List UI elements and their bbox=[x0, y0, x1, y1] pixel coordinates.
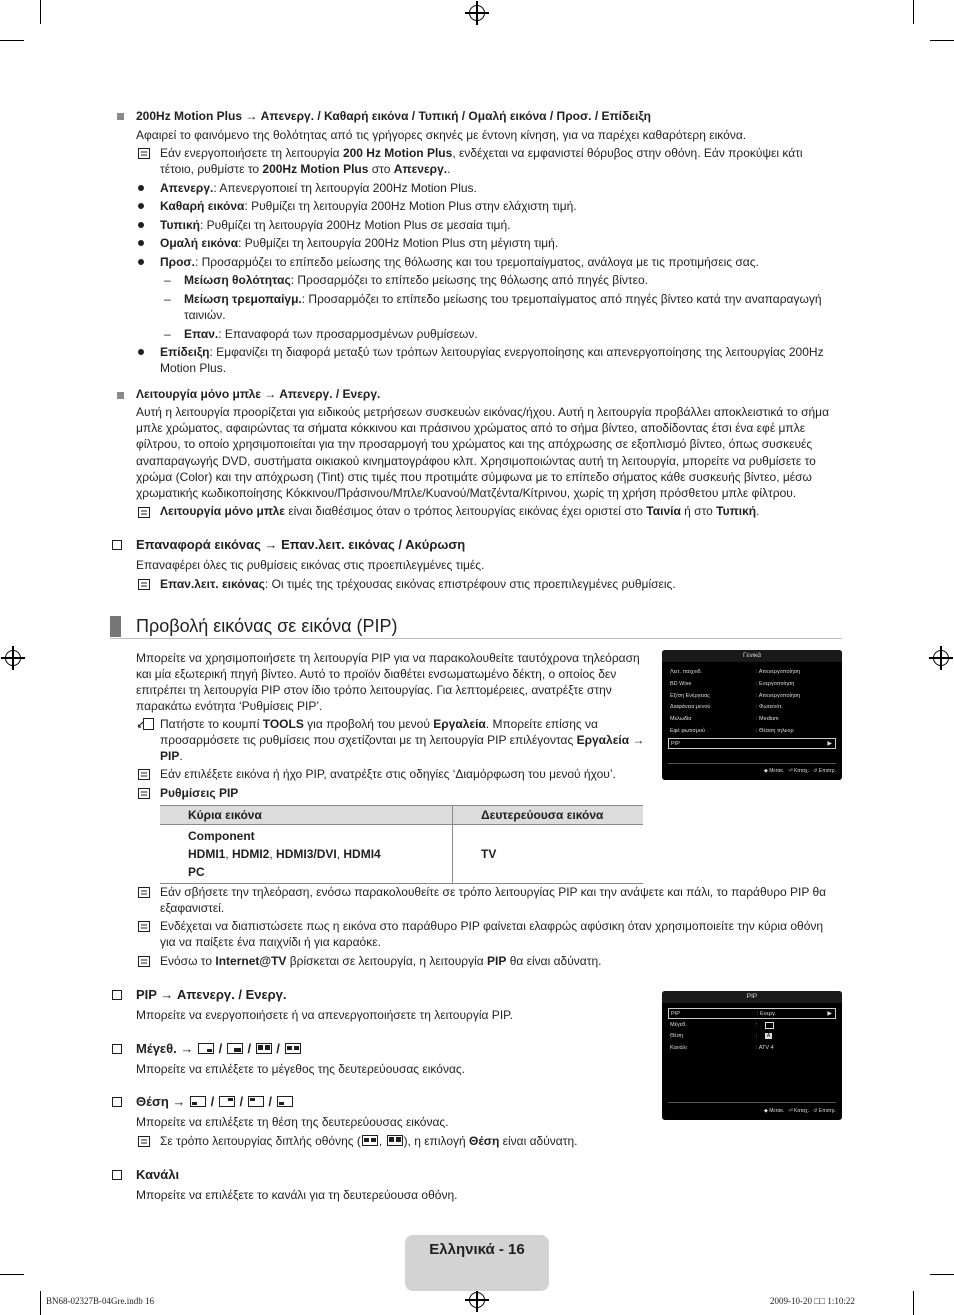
menu-row: Κανάλι : ATV 4 bbox=[670, 1045, 774, 1051]
bullet bbox=[138, 259, 144, 265]
motion-plus-desc: Αφαιρεί το φαινόμενο της θολότητας από τις γρήγορες σκηνές με έντονη κίνηση, για να παρέχει καθαρότερη εικόνα. bbox=[136, 128, 747, 142]
pip-menu-screenshot bbox=[662, 991, 842, 1120]
blue-mode-line-5: χρώμα (Color) και την απόχρωση (Tint) στις τιμές που προτιμάτε σύμφωνα με το επίπεδο σήματος κάθε συσκευής βίντεο, μέσω bbox=[136, 470, 812, 484]
bullet-smooth: Ομαλή εικόνα: Ρυθμίζει τη λειτουργία 200Hz Motion Plus στη μέγιστη τιμή. bbox=[160, 236, 559, 250]
menu-row: Διαφάνεια μενού : Φωτεινότ. bbox=[670, 704, 783, 710]
bullet-off: Απενεργ.: Απενεργοποιεί τη λειτουργία 200Hz Motion Plus. bbox=[160, 181, 477, 195]
dash-blur: Μείωση θολότητας: Προσαρμόζει το επίπεδο μείωσης της θόλωσης από πηγές βίντεο. bbox=[184, 273, 648, 287]
size-large-icon bbox=[227, 1043, 243, 1054]
dual-screen-icon bbox=[362, 1135, 378, 1146]
menu-footer: ◆ Μετακ. ⏎ Καταχ. ↺ Επιστρ. bbox=[763, 768, 836, 774]
page-number: Ελληνικά - 16 bbox=[429, 1241, 525, 1258]
square-bullet-icon bbox=[117, 113, 124, 120]
checkbox-bullet-icon bbox=[112, 1170, 122, 1180]
arrow-right-icon: ▶ bbox=[827, 1011, 832, 1017]
pip-game-note-2: για να παίξετε ένα παιχνίδι ή για καραόκε. bbox=[160, 935, 381, 949]
pip-intro-4: παρακάτω ενότητα ‘Ρυθμίσεις PIP’. bbox=[136, 699, 323, 713]
blue-mode-note: Λειτουργία μόνο μπλε είναι διαθέσιμος όταν ο τρόπος λειτουργίας εικόνας έχει οριστεί στο Ταινία ή στο Τυπική. bbox=[160, 504, 760, 518]
menu-row: Μελωδία : Medium bbox=[670, 716, 779, 722]
size-split-wide-icon bbox=[285, 1043, 301, 1054]
pip-position-heading: Θέση → / / / bbox=[136, 1093, 294, 1110]
blue-mode-line-6: χρωματικής κωδικοποίησης Κόκκινου/Πράσινου/Μπλε/Κυανού/Ματζέντα/Κίτρινου, χωρίς τη χρήση πρόσθετου μπλε φίλτρου. bbox=[136, 486, 797, 500]
pip-settings-label: Ρυθμίσεις PIP bbox=[160, 786, 239, 800]
bullet-custom: Προσ.: Προσαρμόζει το επίπεδο μείωσης της θόλωσης και του τρεμοπαίγματος, ανάλογα με τις προτιμήσεις σας. bbox=[160, 255, 759, 269]
pip-channel-desc: Μπορείτε να επιλέξετε το κανάλι για τη δευτερεύουσα οθόνη. bbox=[136, 1188, 458, 1202]
blue-mode-line-2: μπλε χρώματος, αφαιρώντας τα σήματα κόκκινου και πράσινου χρώματος από το σήμα βίντεο, αποδίδοντας έτσι ένα εφέ μπλε bbox=[136, 421, 806, 435]
pip-tools-line-1: Πατήστε το κουμπί TOOLS για προβολή του μενού Εργαλεία. Μπορείτε επίσης να bbox=[160, 717, 598, 731]
checkbox-bullet-icon bbox=[112, 540, 122, 550]
return-icon: ↺ bbox=[813, 768, 818, 774]
pip-size-desc: Μπορείτε να επιλέξετε το μέγεθος της δευτερεύουσας εικόνας. bbox=[136, 1062, 466, 1076]
pip-sound-note: Εάν επιλέξετε εικόνα ή ήχο PIP, ανατρέξτε στις οδηγίες ‘Διαμόρφωση του μενού ήχου’. bbox=[160, 767, 616, 781]
size-split-icon bbox=[256, 1043, 272, 1054]
return-icon: ↺ bbox=[813, 1108, 818, 1114]
pip-intro-3: επιτρέπει τη λειτουργία PIP στον ίδιο τρόπο λειτουργίας. Για λεπτομέρειες, ανατρέξτε στην bbox=[136, 683, 612, 697]
position-bottom-left-icon bbox=[190, 1096, 206, 1107]
position-top-right-icon bbox=[219, 1096, 235, 1107]
pip-onoff-desc: Μπορείτε να ενεργοποιήσετε ή να απενεργοποιήσετε τη λειτουργία PIP. bbox=[136, 1008, 513, 1022]
pip-game-note-1: Ενδέχεται να διαπιστώσετε πως η εικόνα στο παράθυρο PIP φαίνεται ελαφρώς αφύσικη όταν χρησιμοποιείτε την κύρια οθόνη bbox=[160, 919, 824, 933]
dash-judder-2: ταινιών. bbox=[184, 308, 226, 322]
tools-icon bbox=[138, 718, 152, 730]
bullet bbox=[138, 349, 144, 355]
checkbox-bullet-icon bbox=[112, 990, 122, 1000]
note-icon bbox=[138, 788, 152, 800]
section-divider bbox=[110, 638, 842, 639]
pip-tools-line-2: προσαρμόσετε τις ρυθμίσεις που σχετίζονται με τη λειτουργία PIP επιλέγοντας Εργαλεία → bbox=[160, 733, 645, 747]
menu-row: Μέγεθ. : bbox=[668, 1020, 836, 1031]
note-icon bbox=[138, 887, 152, 899]
registration-mark-bottom bbox=[469, 1292, 485, 1308]
motion-plus-heading: 200Hz Motion Plus → Απενεργ. / Καθαρή εικόνα / Τυπική / Ομαλή εικόνα / Προσ. / Επίδειξη bbox=[136, 109, 651, 123]
reset-note: Επαν.λειτ. εικόνας: Οι τιμές της τρέχουσας εικόνας επιστρέφουν στις προεπιλεγμένες ρυθμίσεις. bbox=[160, 577, 676, 591]
note-icon bbox=[138, 921, 152, 933]
pip-channel-heading: Κανάλι bbox=[136, 1167, 180, 1182]
menu-footer: ◆ Μετακ. ⏎ Καταχ. ↺ Επιστρ. bbox=[763, 1108, 836, 1114]
pip-intro-1: Μπορείτε να χρησιμοποιήσετε τη λειτουργία PIP για να παρακολουθείτε ταυτόχρονα τηλεόραση bbox=[136, 651, 640, 665]
note-icon bbox=[138, 1136, 152, 1148]
bullet-standard: Τυπική: Ρυθμίζει τη λειτουργία 200Hz Motion Plus σε μεσαία τιμή. bbox=[160, 218, 511, 232]
pip-internet-note: Ενόσω το Internet@TV βρίσκεται σε λειτουργία, η λειτουργία PIP θα είναι αδύνατη. bbox=[160, 954, 602, 968]
note-icon bbox=[138, 507, 152, 519]
menu-row: Εξ/ση Ενέργειας : Απενεργοποίηση bbox=[670, 693, 801, 699]
menu-row: Θέση : A bbox=[670, 1033, 771, 1039]
pip-tools-line-3: PIP. bbox=[160, 749, 183, 763]
bullet-demo-2: Motion Plus. bbox=[160, 361, 227, 375]
file-name: BN68-02327B-04Gre.indb 16 bbox=[46, 1296, 154, 1306]
move-icon: ◆ bbox=[763, 1108, 768, 1114]
menu-row-selected: PIP ▶ bbox=[668, 738, 836, 749]
blue-mode-line-4: αναπαραγωγής DVD, συστήματα οικιακού κινηματογράφου κλπ. Χρησιμοποιώντας αυτή τη λειτουργία, μπορείτε να ρυθμίσετε το bbox=[136, 454, 816, 468]
position-icon: A bbox=[766, 1033, 771, 1039]
size-icon bbox=[765, 1022, 774, 1029]
arrow-right-icon: ▶ bbox=[827, 741, 832, 747]
motion-plus-note-2: τέτοιο, ρυθμίστε το 200Hz Motion Plus στο Απενεργ.. bbox=[160, 162, 451, 176]
bullet bbox=[138, 203, 144, 209]
dash-judder: Μείωση τρεμοπαίγμ.: Προσαρμόζει το επίπεδο μείωσης του τρεμοπαίγματος από πηγές βίντεο κατά την αναπαραγωγή bbox=[184, 292, 822, 306]
registration-mark-left bbox=[5, 650, 21, 666]
pip-position-desc: Μπορείτε να επιλέξετε τη θέση της δευτερεύουσας εικόνας. bbox=[136, 1115, 449, 1129]
bullet-clear: Καθαρή εικόνα: Ρυθμίζει τη λειτουργία 200Hz Motion Plus στην ελάχιστη τιμή. bbox=[160, 199, 577, 213]
note-icon bbox=[138, 579, 152, 591]
blue-mode-heading: Λειτουργία μόνο μπλε → Απενεργ. / Ενεργ. bbox=[136, 387, 381, 401]
table-header-main: Κύρια εικόνα bbox=[160, 806, 453, 825]
square-bullet-icon bbox=[117, 392, 124, 399]
pip-off-note-1: Εάν σβήσετε την τηλεόραση, ενόσω παρακολουθείτε σε τρόπο λειτουργίας PIP και την ανάψετε και πάλι, το παράθυρο PIP θα bbox=[160, 885, 827, 899]
registration-mark-right bbox=[933, 650, 949, 666]
table-header-sub: Δευτερεύουσα εικόνα bbox=[453, 806, 644, 825]
bullet bbox=[138, 240, 144, 246]
menu-title: Γενικά bbox=[662, 650, 842, 662]
registration-mark-top bbox=[469, 5, 485, 21]
note-icon bbox=[138, 956, 152, 968]
pip-size-heading: Μέγεθ. → / / / bbox=[136, 1040, 302, 1057]
menu-row: BD Wise : Ενεργοποίηση bbox=[670, 681, 795, 687]
pip-intro-2: και μία εξωτερική πηγή βίντεο. Αυτό το προϊόν διαθέτει ενσωματωμένο δέκτη, ο οποίος δεν bbox=[136, 667, 617, 681]
pip-section-title: Προβολή εικόνας σε εικόνα (PIP) bbox=[136, 616, 398, 636]
menu-row: Εφέ φωτισμού : Θέαση τηλεορ bbox=[670, 728, 794, 734]
note-icon bbox=[138, 769, 152, 781]
position-top-left-icon bbox=[248, 1096, 264, 1107]
bullet bbox=[138, 185, 144, 191]
blue-mode-line-1: Αυτή η λειτουργία προορίζεται για ειδικούς μετρήσεων συσκευών εικόνας/ήχου. Αυτή η λειτουργία προβάλλει αποκλειστικά το σήμα bbox=[136, 405, 830, 419]
checkbox-bullet-icon bbox=[112, 1097, 122, 1107]
enter-icon: ⏎ bbox=[788, 1108, 793, 1114]
move-icon: ◆ bbox=[763, 768, 768, 774]
reset-heading: Επαναφορά εικόνας → Επαν.λειτ. εικόνας / Ακύρωση bbox=[136, 537, 466, 552]
table-cell-sub: TV bbox=[453, 825, 644, 884]
motion-plus-note: Εάν ενεργοποιήσετε τη λειτουργία 200 Hz Motion Plus, ενδέχεται να εμφανιστεί θόρυβος στην οθόνη. Εάν προκύψει κάτι bbox=[160, 146, 803, 160]
menu-title: PIP bbox=[662, 991, 842, 1003]
dual-screen-2-icon bbox=[387, 1135, 403, 1146]
general-menu-screenshot bbox=[662, 650, 842, 780]
bullet bbox=[138, 222, 144, 228]
print-date: 2009-10-20 □□ 1:10:22 bbox=[770, 1296, 855, 1306]
pip-onoff-heading: PIP → Απενεργ. / Ενεργ. bbox=[136, 987, 287, 1002]
checkbox-bullet-icon bbox=[112, 1044, 122, 1054]
reset-desc: Επαναφέρει όλες τις ρυθμίσεις εικόνας στις προεπιλεγμένες τιμές. bbox=[136, 558, 485, 572]
section-bar bbox=[110, 616, 121, 637]
blue-mode-line-3: φίλτρου, το οποίο χρησιμοποιείται για την προσαρμογή του χρώματος και της απόχρωσης σε εξοπλισμό βίντεο, όπως συσκευές bbox=[136, 437, 813, 451]
position-bottom-left-2-icon bbox=[277, 1096, 293, 1107]
pip-settings-table bbox=[160, 805, 643, 884]
pip-off-note-2: εξαφανιστεί. bbox=[160, 901, 225, 915]
note-icon bbox=[138, 148, 152, 160]
bullet-demo: Επίδειξη: Εμφανίζει τη διαφορά μεταξύ των τρόπων λειτουργίας ενεργοποίησης και απενεργοποίησης της λειτουργίας 200Hz bbox=[160, 345, 824, 359]
menu-row: Λειτ. παιχνιδ. : Απενεργοποίηση bbox=[670, 669, 801, 675]
table-cell-main: Component HDMI1, HDMI2, HDMI3/DVI, HDMI4 PC bbox=[160, 825, 453, 884]
pip-position-note: Σε τρόπο λειτουργίας διπλής οθόνης ( , ), η επιλογή Θέση είναι αδύνατη. bbox=[160, 1134, 578, 1148]
enter-icon: ⏎ bbox=[788, 768, 793, 774]
size-small-icon bbox=[198, 1043, 214, 1054]
menu-row-selected: PIP : Ενεργ. ▶ bbox=[668, 1008, 836, 1019]
dash-reset: Επαν.: Επαναφορά των προσαρμοσμένων ρυθμίσεων. bbox=[184, 327, 478, 341]
